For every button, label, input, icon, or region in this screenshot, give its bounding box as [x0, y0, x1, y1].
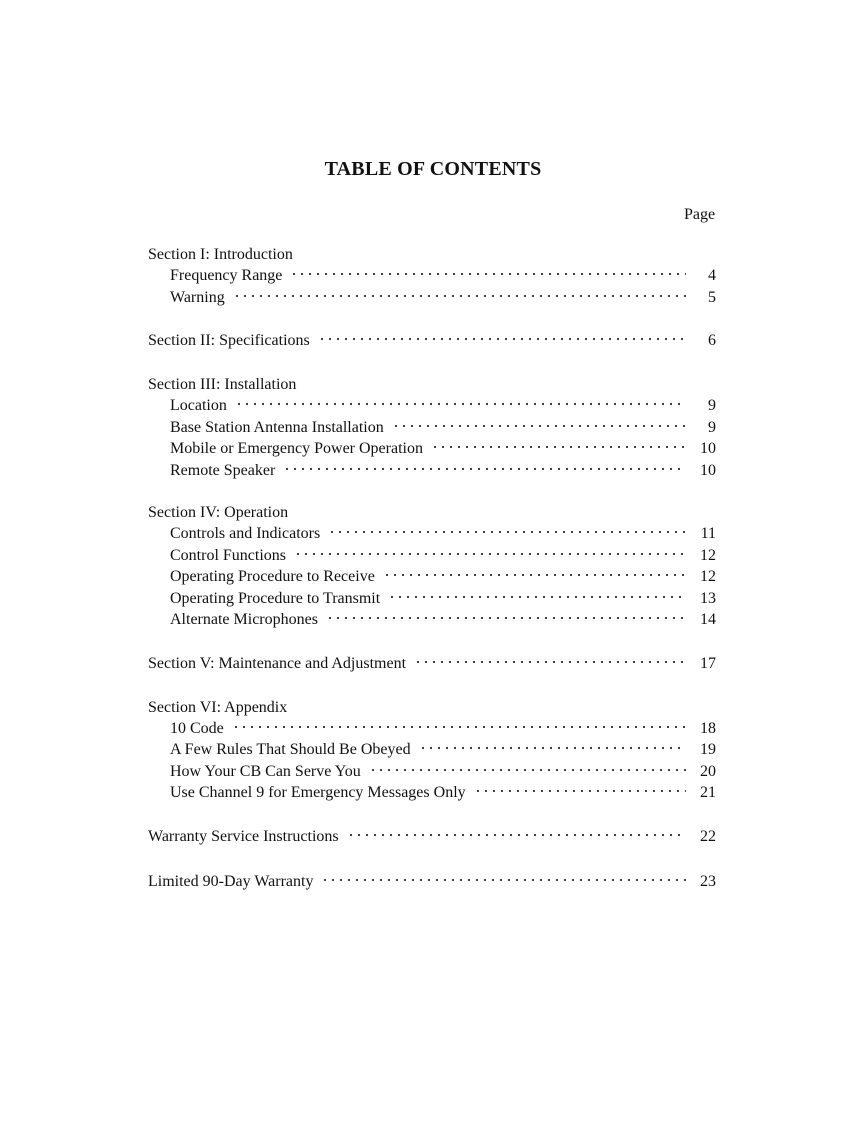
toc-entry[interactable]: [148, 460, 716, 482]
dot-leader: [290, 267, 686, 281]
entry-label: How Your CB Can Serve You: [170, 762, 361, 780]
entry-label: Alternate Microphones: [170, 611, 318, 628]
entry-page-number: 10: [700, 461, 716, 479]
toc-section: [148, 329, 716, 353]
entry-page-number: 13: [700, 589, 716, 607]
entry-label: Section V: Maintenance and Adjustment: [148, 654, 407, 672]
toc-section: [148, 697, 716, 804]
entry-page-number: 10: [700, 440, 716, 457]
entry-label: Controls and Indicators: [170, 525, 321, 542]
toc-section: [148, 652, 716, 676]
toc-entry[interactable]: [148, 438, 716, 460]
toc-entry[interactable]: [148, 761, 716, 783]
entry-label: Use Channel 9 for Emergency Messages Only: [170, 784, 466, 801]
dot-leader: [318, 332, 686, 346]
entry-label: Frequency Range: [170, 267, 283, 284]
entry-label: Section II: Specifications: [148, 332, 310, 349]
toc-section: [148, 374, 716, 481]
entry-page-number: 14: [700, 611, 716, 628]
entry-label: Limited 90-Day Warranty: [148, 872, 314, 890]
entry-label: Warranty Service Instructions: [148, 827, 339, 845]
toc-entry[interactable]: [148, 609, 716, 631]
section-heading: Section VI: Appendix: [148, 698, 288, 716]
entry-page-number: 20: [700, 762, 716, 780]
entry-page-number: 23: [700, 872, 716, 890]
toc-section: [148, 825, 716, 849]
entry-page-number: 17: [700, 654, 716, 672]
toc-entry[interactable]: [148, 588, 716, 610]
dot-leader: [383, 568, 686, 582]
toc-entry[interactable]: [148, 417, 716, 439]
dot-leader: [321, 873, 686, 887]
toc-entry[interactable]: [148, 782, 716, 804]
entry-page-number: 12: [700, 568, 716, 585]
toc-section: [148, 244, 716, 308]
section-heading: Section IV: Operation: [148, 504, 289, 521]
toc-section: [148, 870, 716, 894]
toc-entry[interactable]: [148, 825, 716, 849]
dot-leader: [235, 397, 686, 411]
dot-leader: [388, 590, 686, 604]
entry-page-number: 9: [708, 418, 716, 436]
toc-section: [148, 502, 716, 631]
table-of-contents: [148, 244, 716, 915]
dot-leader: [431, 440, 686, 454]
entry-label: 10 Code: [170, 719, 224, 737]
toc-entry[interactable]: [148, 739, 716, 761]
entry-label: Warning: [170, 288, 225, 306]
entry-page-number: 6: [708, 332, 716, 349]
entry-page-number: 11: [700, 525, 716, 542]
entry-label: Base Station Antenna Installation: [170, 418, 384, 436]
entry-label: Mobile or Emergency Power Operation: [170, 440, 423, 457]
entry-label: Operating Procedure to Transmit: [170, 589, 381, 607]
toc-entry[interactable]: [148, 265, 716, 287]
entry-page-number: 18: [700, 719, 716, 737]
page-title: TABLE OF CONTENTS: [324, 158, 542, 180]
toc-entry[interactable]: [148, 329, 716, 353]
toc-entry[interactable]: [148, 395, 716, 417]
entry-page-number: 9: [708, 397, 716, 414]
dot-leader: [414, 655, 686, 669]
entry-label: Location: [170, 397, 227, 414]
entry-page-number: 4: [708, 267, 716, 284]
entry-page-number: 12: [700, 546, 716, 564]
toc-entry[interactable]: [148, 652, 716, 676]
dot-leader: [294, 547, 686, 561]
toc-entry[interactable]: [148, 523, 716, 545]
dot-leader: [392, 419, 686, 433]
dot-leader: [283, 462, 686, 476]
toc-entry[interactable]: [148, 287, 716, 309]
dot-leader: [328, 525, 686, 539]
toc-entry[interactable]: [148, 566, 716, 588]
dot-leader: [474, 784, 686, 798]
entry-label: A Few Rules That Should Be Obeyed: [170, 741, 411, 758]
dot-leader: [419, 741, 686, 755]
dot-leader: [347, 828, 686, 842]
dot-leader: [369, 763, 686, 777]
entry-label: Control Functions: [170, 546, 287, 564]
toc-entry[interactable]: [148, 870, 716, 894]
dot-leader: [326, 611, 686, 625]
section-heading: Section III: Installation: [148, 376, 297, 393]
entry-page-number: 21: [700, 784, 716, 801]
section-heading: Section I: Introduction: [148, 246, 293, 263]
dot-leader: [233, 289, 686, 303]
entry-page-number: 22: [700, 827, 716, 845]
entry-label: Operating Procedure to Receive: [170, 568, 375, 585]
toc-entry[interactable]: [148, 718, 716, 740]
page-column-label: Page: [684, 206, 716, 223]
entry-page-number: 5: [708, 288, 716, 306]
entry-page-number: 19: [700, 741, 716, 758]
dot-leader: [232, 720, 686, 734]
entry-label: Remote Speaker: [170, 461, 276, 479]
toc-entry[interactable]: [148, 545, 716, 567]
